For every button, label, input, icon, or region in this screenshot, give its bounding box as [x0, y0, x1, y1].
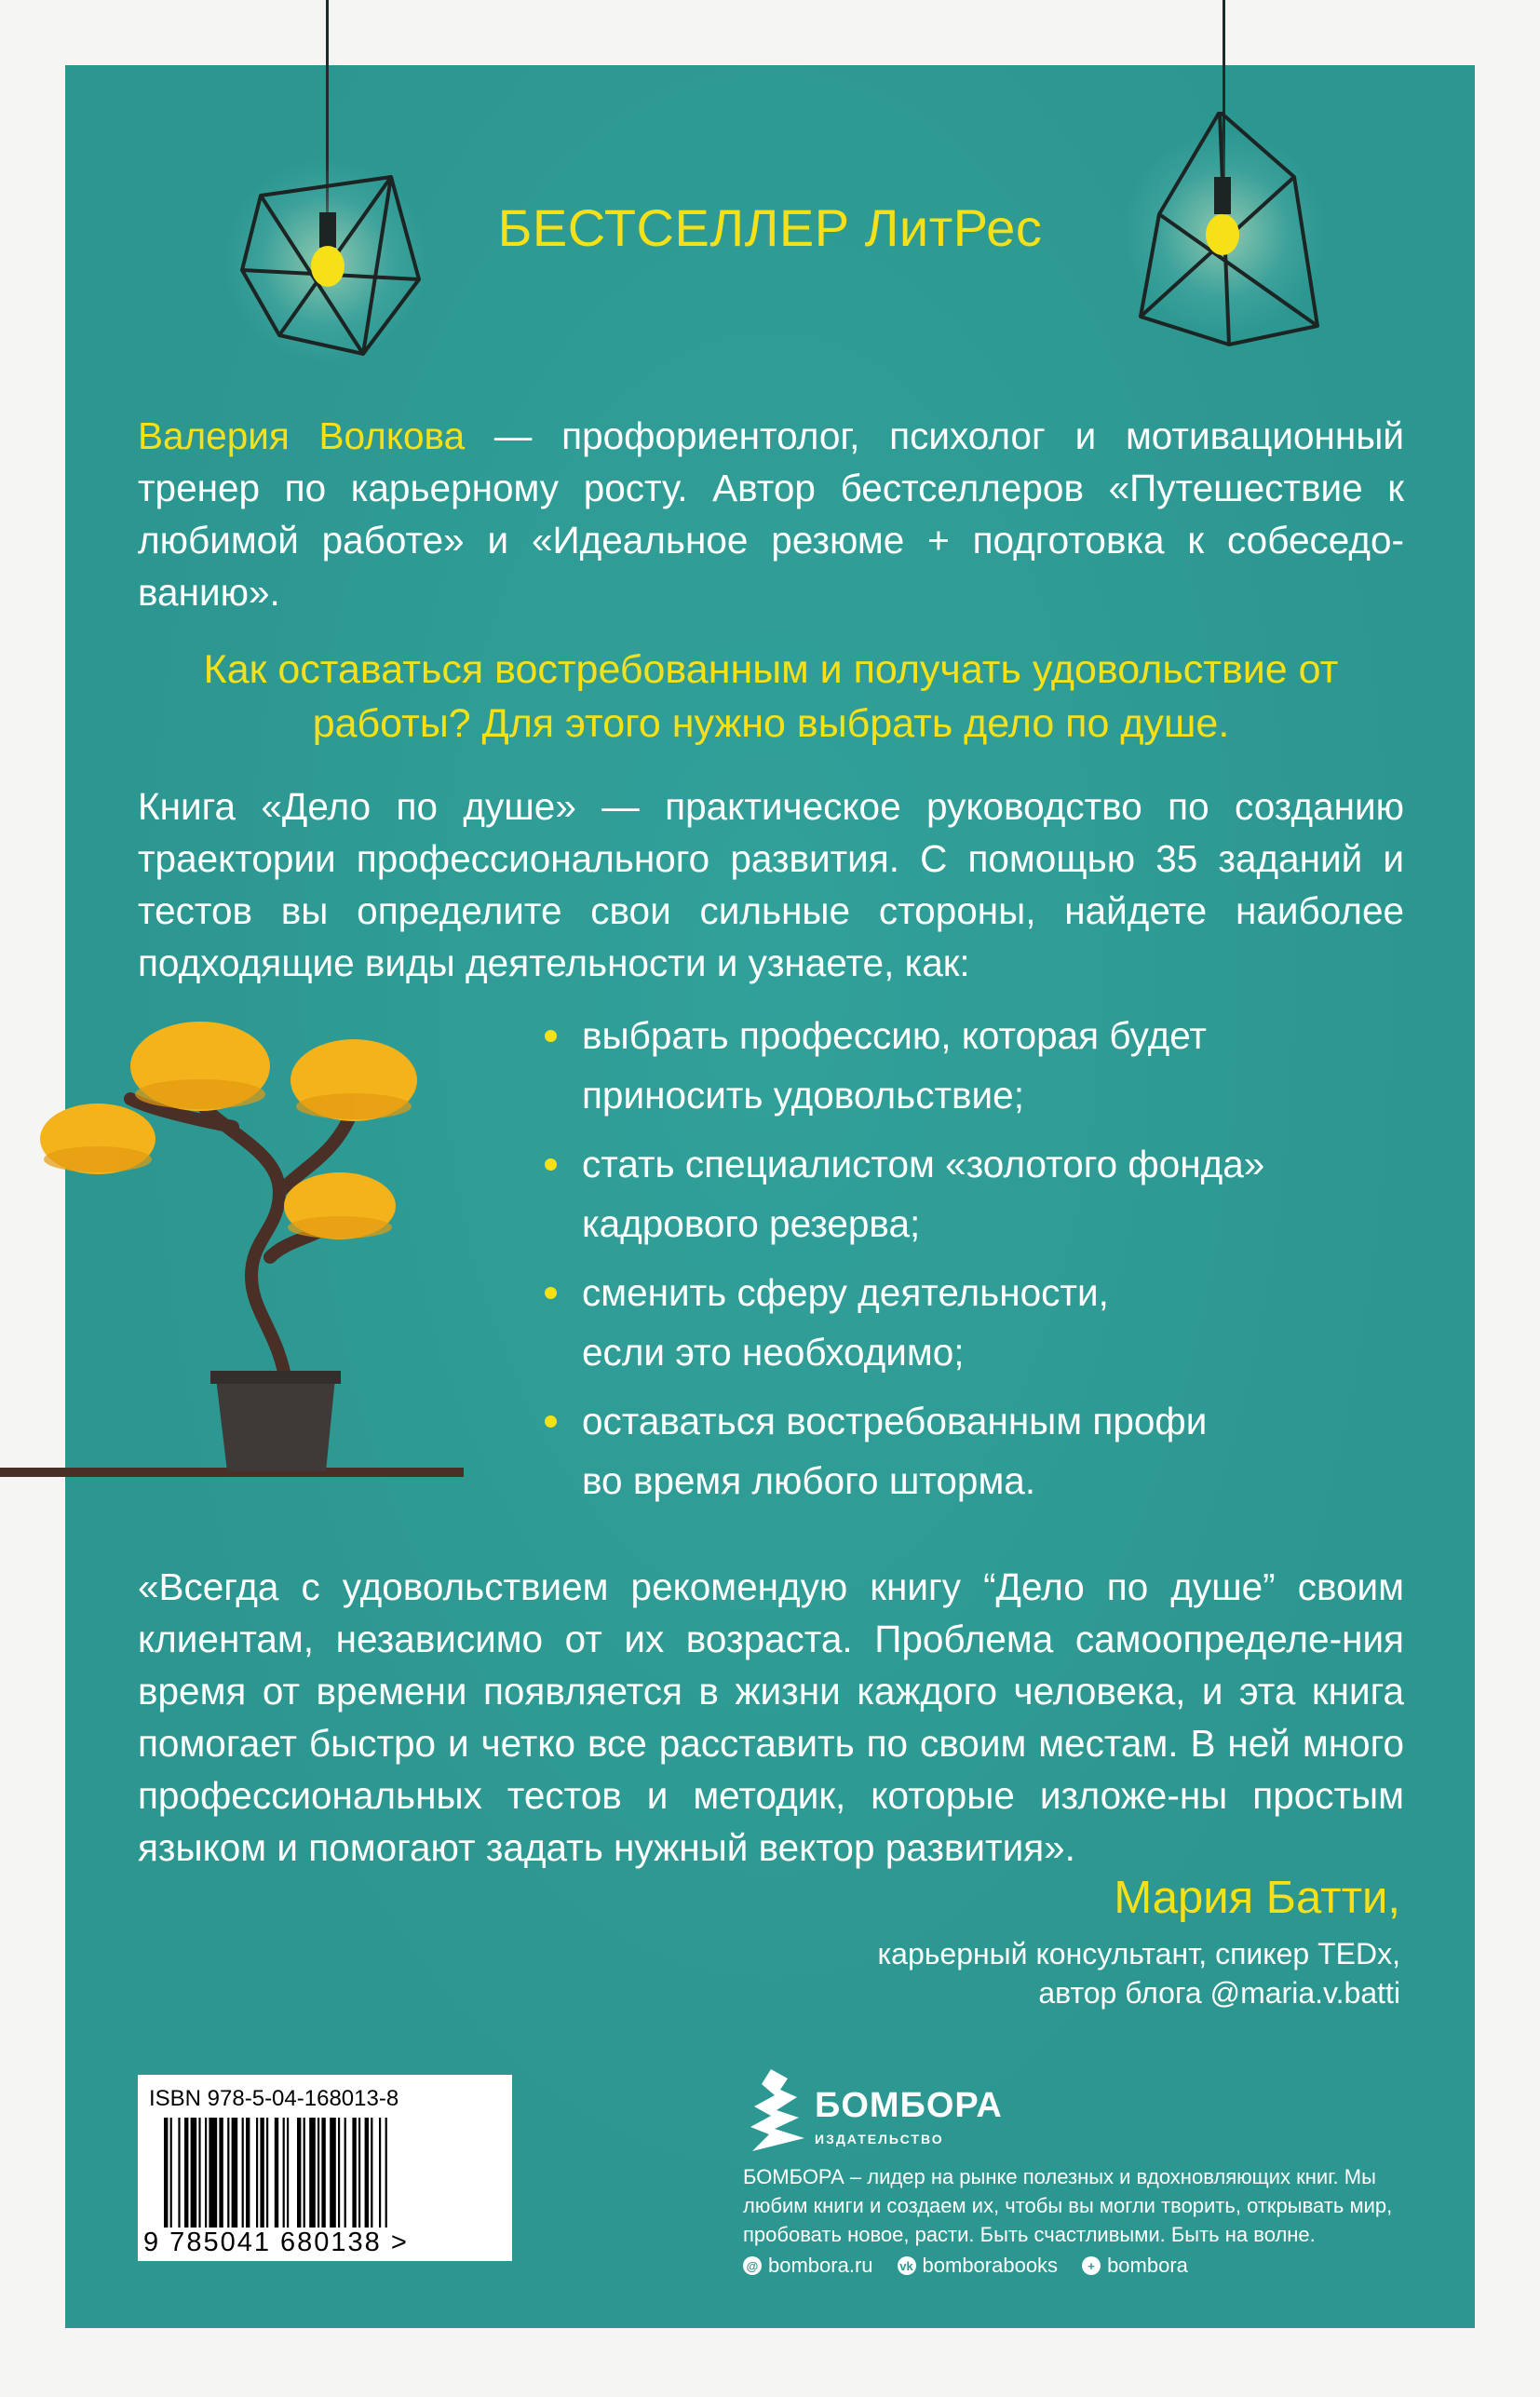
book-description: Книга «Дело по душе» — практическое руководство по созданию траектории профессионального развития. С помощью 35 заданий и тестов вы определите свои сильные стороны, найдете наиболее подходящие виды деятельности и узнаете, как: [138, 785, 1404, 984]
gamepad-icon: + [1082, 2256, 1101, 2275]
bonsai-tree-illustration [0, 1006, 559, 1490]
bestseller-badge: БЕСТСЕЛЛЕР ЛитРес [497, 198, 1043, 257]
list-item: оставаться востребованным профи во время любого шторма. [545, 1391, 1383, 1510]
publisher-logo-subtitle: ИЗДАТЕЛЬСТВО [815, 2132, 944, 2146]
pendant-lamp-left-icon [223, 158, 438, 372]
quote-author-role: карьерный консультант, спикер TEDx, [877, 1937, 1400, 1970]
testimonial-quote: «Всегда с удовольствием рекомендую книгу “Дело по душе” своим клиентам, независимо от их возраста. Проблема самоопределе-ния время от времени появляется в жизни каждого человека, и эта книга помогает быстро и четко все расставить по своим местам. В ней много профессиональных тестов и методик, которые изложе-ны простым языком и помогают задать нужный вектор развития». [138, 1565, 1404, 1869]
benefits-list [545, 1006, 1383, 1520]
publisher-logo-text: БОМБОРА [815, 2086, 1003, 2125]
social-link-vk[interactable]: vk bomborabooks [898, 2254, 1059, 2278]
quote-author-name: Мария Батти, [1114, 1873, 1400, 1923]
list-item: выбрать профессию, которая будет приносить удовольствие; [545, 1006, 1383, 1125]
author-bio-text: — профориентолог, психолог и мотивационный тренер по карьерному росту. Автор бестселлеров «Путешествие к любимой работе» и «Идеальное резюме + подготовка к собеседо-ванию». [138, 414, 1405, 614]
flower-pot [216, 1378, 335, 1471]
vk-icon: vk [898, 2256, 916, 2275]
bullet-dot-icon [545, 1030, 557, 1042]
author-name: Валерия Волкова [138, 414, 466, 457]
barcode-box [138, 2075, 512, 2261]
bombora-logo-icon [743, 2069, 810, 2151]
barcode-number: 9 785041 680138 > [143, 2228, 409, 2257]
list-item: стать специалистом «золотого фонда» кадрового резерва; [545, 1134, 1383, 1253]
bullet-dot-icon [545, 1415, 557, 1428]
author-bio [138, 410, 1404, 618]
at-icon: @ [743, 2256, 762, 2275]
social-link-website[interactable]: @ bombora.ru [743, 2254, 873, 2278]
publisher-socials [743, 2254, 1188, 2278]
bullet-dot-icon [545, 1158, 557, 1171]
bullet-dot-icon [545, 1287, 557, 1299]
publisher-description: БОМБОРА – лидер на рынке полезных и вдохновляющих книг. Мы любим книги и создаем их, чтобы вы могли творить, открывать мир, пробовать новое, расти. Быть счастливыми. Быть на волне. [743, 2165, 1393, 2246]
isbn-label: ISBN 978-5-04-168013-8 [149, 2086, 399, 2111]
headline: Как оставаться востребованным и получать удовольствие от работы? Для этого нужно выбрать дело по душе. [203, 647, 1339, 746]
quote-author-blog: автор блога @maria.v.batti [1038, 1976, 1400, 2010]
barcode-icon [164, 2118, 490, 2228]
list-item: сменить сферу деятельности, если это необходимо; [545, 1263, 1383, 1382]
social-link-vkplay[interactable]: + bombora [1082, 2254, 1188, 2278]
